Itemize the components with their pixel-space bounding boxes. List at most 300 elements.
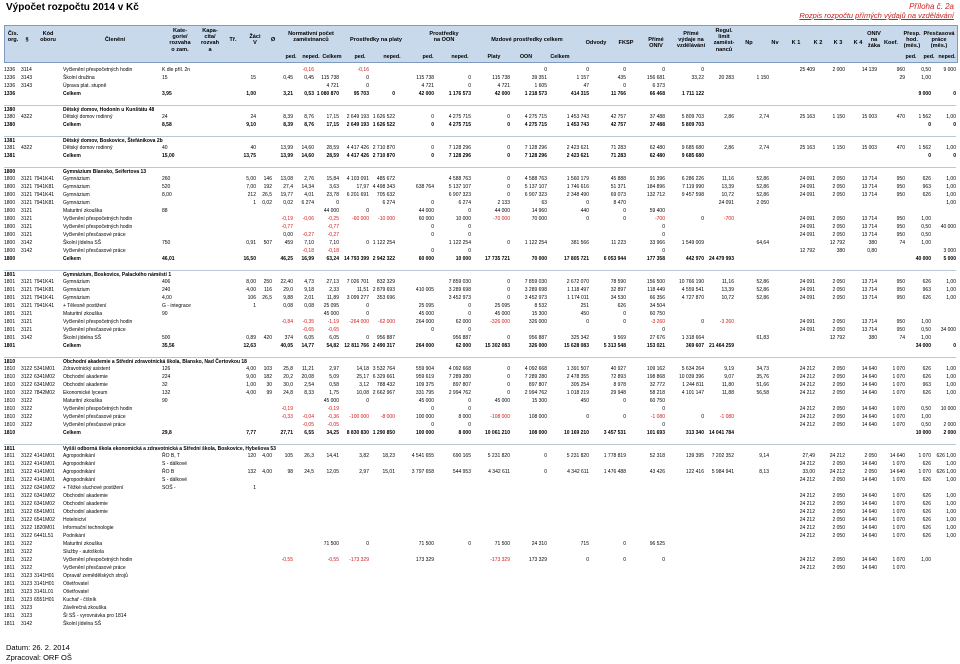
cell-value: 1 453 743 [566,122,589,128]
cell-value: 9,18 [304,287,314,293]
cell-value: -0,27 [302,232,314,238]
cell-name: Vyčlenění přesčasové práce [63,422,126,428]
cell-value: 2,86 [724,145,734,151]
cell-value: 33,22 [691,75,704,81]
cell-value: 4,00 [246,390,256,396]
cell-kat: 8,58 [162,122,172,128]
cell-value: 2 050 [832,525,845,531]
cell-name: Gymnázium [63,279,90,285]
cell-value: -0,77 [281,224,293,230]
cell-value: 2 050 [832,216,845,222]
cell-value: 5,00 [246,176,256,182]
cell-value: 9 000 [943,67,956,73]
table-row [4,421,956,429]
table-row [4,66,956,74]
cell-value: 2 133 [497,200,510,206]
cell-value: 1,00 [946,509,956,515]
cell-kat: G - integrace [162,303,191,309]
cell-value: 10 169 210 [563,430,589,436]
cell-par: 3122 [21,374,33,380]
cell-value: 14 640 [861,366,877,372]
cell-name: Služby - autoškola [63,549,104,555]
cell-value: 0 [431,422,434,428]
cell-value: 0 [586,414,589,420]
header-odvody: Odvody [585,40,607,46]
cell-value: 12 811 766 [344,343,369,349]
cell-value: 5 231 820 [566,453,589,459]
cell-org: 1811 [4,557,15,563]
cell-value: 1 318 664 [681,335,704,341]
cell-value: 0,58 [329,382,339,388]
cell-value: 173 329 [415,557,434,563]
cell-value: 9,88 [283,295,293,301]
cell-value: 5 809 703 [681,114,704,120]
cell-value: 10 000 [455,256,471,262]
cell-name: Školní jídelna SŠ [63,621,102,627]
cell-kod: 7842M02 [34,390,55,396]
cell-value: 44 000 [323,208,339,214]
cell-value: 0 [928,122,931,128]
cell-value: 2 050 [832,279,845,285]
cell-value: 103 [263,366,272,372]
cell-value: 7,10 [304,240,314,246]
cell-value: 0 [662,232,665,238]
cell-org: 1810 [4,366,16,372]
cell-value: 0 [366,311,369,317]
cell-value: 0 [623,83,626,89]
cell-value: 62 000 [455,319,471,325]
cell-value: 1 218 573 [524,91,547,97]
cell-value: 7 128 296 [448,153,471,159]
cell-value: 2 050 [832,295,845,301]
cell-value: 2 672 070 [566,279,589,285]
cell-value: 0 [507,366,510,372]
cell-value: 24 091 [799,295,815,301]
cell-org: 1810 [4,422,16,428]
cell-value: 1 070 [918,469,931,475]
cell-value: 1 157 [576,75,589,81]
cell-value: 51,66 [756,382,769,388]
cell-value: 30 [266,382,272,388]
cell-value: 6 373 [652,83,665,89]
table-row [4,239,956,247]
cell-par: 3122 [21,469,33,475]
cell-value: 0 [366,398,369,404]
cell-value: 2 000 [832,67,845,73]
header-fksp: FKSP [618,40,634,46]
cell-value: 132 712 [646,192,665,198]
cell-value: 71 500 [323,541,339,547]
cell-value: -0,35 [302,319,314,325]
cell-org: 1811 [4,501,15,507]
cell-value: 956 887 [452,335,471,341]
table-row [4,460,956,468]
cell-value: 3 532 764 [372,366,395,372]
header-prumer: Ø [270,37,276,43]
cell-value: 101 693 [646,430,665,436]
cell-value: 380 [868,240,877,246]
cell-value: 410 005 [415,287,434,293]
cell-value: 305 254 [570,382,589,388]
cell-value: 27,13 [326,279,339,285]
cell-value: 156 681 [646,75,665,81]
cell-value: 14 640 [861,390,877,396]
cell-org: 1811 [4,453,15,459]
cell-value: 963 [922,184,931,190]
cell-value: 64,64 [756,240,769,246]
table-row [4,326,956,334]
table-row [4,468,956,476]
cell-org: 1801 [4,327,16,333]
cell-value: 1,00 [946,382,956,388]
cell-value: 13,39 [721,184,734,190]
cell-name: Ekonomické lyceum [63,390,108,396]
cell-value: 14 793 399 [343,256,369,262]
cell-value: 4 588 763 [524,176,547,182]
cell-value: 959 619 [415,374,434,380]
cell-value: 626 [617,303,626,309]
cell-value: 6 286 226 [681,176,704,182]
cell-value: 3,12 [359,382,369,388]
cell-name: Ošetřovatel [63,589,89,595]
cell-value: 14 640 [861,414,877,420]
cell-org: 1810 [4,430,16,436]
cell-value: 96 525 [649,541,665,547]
cell-value: 2,74 [759,145,769,151]
cell-par: 3122 [21,461,33,467]
cell-kod: 7941K41 [34,279,55,285]
cell-value: 24 212 [799,533,815,539]
cell-kod: 5341M01 [34,366,55,372]
table-row [4,175,956,183]
cell-value: 4 101 147 [681,390,704,396]
subtitle-link[interactable]: Rozpis rozpočtu přímých výdajů na vzdělávání [799,11,954,20]
table-row [4,231,956,239]
cell-kat: 4,00 [162,295,172,301]
cell-par: 3114 [21,67,32,73]
cell-value: 34,25 [326,430,339,436]
cell-name: Vyčlenění přespočetných hodin [63,319,133,325]
cell-value: 4 541 655 [411,453,434,459]
cell-value: 626 [922,390,931,396]
cell-org: 1336 [4,83,16,89]
cell-value: 6,05 [329,335,339,341]
cell-par: 3121 [21,216,33,222]
cell-org: 1811 [4,461,15,467]
cell-value: 8 532 [534,303,547,309]
cell-value: 24 091 [799,216,815,222]
cell-org: 1801 [4,311,16,317]
cell-value: 1,00 [921,414,931,420]
cell-value: 25 409 [799,67,815,73]
cell-value: 24 212 [829,469,845,475]
cell-value: 177 358 [646,256,665,262]
header-np: Np [745,40,753,46]
cell-value: 2 423 621 [566,145,589,151]
cell-name: Agropodnikání [63,453,96,459]
table-row [4,183,956,191]
cell-value: 788 432 [376,382,395,388]
cell-value: -0,36 [327,414,339,420]
cell-value: 4 417 426 [346,153,369,159]
cell-value: 1,00 [946,493,956,499]
cell-value: 13 714 [861,232,877,238]
cell-value: 12 792 [829,240,845,246]
cell-value: 1 [253,485,256,491]
cell-kat: 520 [162,184,171,190]
table-row [4,121,956,129]
header-org: Čís. org. [7,31,19,44]
cell-value: 690 165 [452,453,471,459]
subheader-norm-neped: neped. [302,54,320,60]
cell-value: 45 000 [418,398,434,404]
cell-value: 0 [586,200,589,206]
cell-value: 544 953 [452,469,471,475]
cell-value: 1,00 [946,525,956,531]
cell-value: 71 283 [610,153,626,159]
cell-value: 13 714 [861,216,877,222]
cell-value: 3 452 973 [448,295,471,301]
header-tridy: Tř. [229,37,237,43]
cell-name: Maturitní zkouška [63,311,103,317]
cell-kat: 24 [162,114,168,120]
cell-value: 14 640 [861,406,877,412]
cell-value: 22,40 [280,279,293,285]
cell-value: 139 395 [685,453,704,459]
cell-name: Šl SŠ - vyrovnávka pro 1814 [63,613,127,619]
cell-value: 7 128 296 [524,145,547,151]
cell-value: 24,5 [304,469,314,475]
cell-value: 950 [896,192,905,198]
table-row [4,302,956,310]
cell-value: 5,09 [329,374,339,380]
cell-value: 12,05 [326,469,339,475]
cell-value: 1,00 [946,517,956,523]
cell-org: 1800 [4,240,16,246]
cell-value: 15 628 083 [563,343,589,349]
cell-value: 24 091 [799,232,815,238]
cell-name: + Tělesně postižení [63,303,107,309]
cell-value: 26,5 [262,192,272,198]
cell-value: 14 640 [861,374,877,380]
cell-value: 5 313 548 [603,343,626,349]
cell-value: 45 888 [610,176,626,182]
cell-value: 15 302 083 [484,343,510,349]
cell-value: 16,50 [243,256,256,262]
cell-value: 2 710 870 [372,145,395,151]
cell-value: 8,13 [759,469,769,475]
cell-value: 0 [468,248,471,254]
cell-value: 2,01 [304,295,314,301]
cell-value: 62 480 [649,153,665,159]
cell-value: 9 685 680 [681,153,704,159]
cell-name: Obchodní akademie [63,382,108,388]
cell-org: 1800 [4,192,16,198]
cell-name: Gymnázium [63,287,90,293]
cell-value: 24 212 [799,501,815,507]
cell-value: 37 488 [649,122,665,128]
cell-value: 626 [922,477,931,483]
cell-value: 115 738 [492,75,510,81]
table-row [4,223,956,231]
cell-value: 0 [468,75,471,81]
cell-org: 1380 [4,107,16,113]
cell-value: 1 018 219 [566,390,589,396]
cell-value: 1 [253,200,256,206]
cell-org: 1801 [4,335,16,341]
cell-kod: 1820M01 [34,525,55,531]
cell-kod: 4141M01 [34,469,55,475]
cell-value: 626 [922,295,931,301]
cell-value: 43 426 [649,469,665,475]
cell-name: Maturitní zkouška [63,208,103,214]
cell-value: 0 [586,319,589,325]
cell-value: 108 000 [528,414,547,420]
cell-value: 1 070 [892,374,905,380]
cell-value: 0 [507,335,510,341]
cell-value: 1,00 [246,382,256,388]
cell-kod: 6341M02 [34,493,55,499]
cell-value: 1,00 [946,533,956,539]
cell-value: 120 [247,453,256,459]
cell-value: 2 050 [832,461,845,467]
cell-value: 1 476 488 [603,469,626,475]
cell-value: 0 [623,541,626,547]
cell-value: 7 128 296 [448,145,471,151]
cell-par: 3142 [21,248,33,254]
cell-value: 0 [507,122,510,128]
cell-value: 0 [392,91,395,97]
cell-value: -1 080 [719,414,734,420]
cell-value: 1,00 [921,240,931,246]
cell-value: 13,39 [721,287,734,293]
cell-value: 251 [580,303,589,309]
cell-value: 2,97 [359,469,369,475]
cell-value: 5 634 264 [681,366,704,372]
cell-value: 626 [922,493,931,499]
table-row [4,310,956,318]
cell-value: 4 103 091 [346,176,369,182]
cell-value: 2 050 [864,453,877,459]
cell-org: 1811 [4,605,15,611]
cell-par: 3122 [21,501,33,507]
cell-value: 626 [922,192,931,198]
cell-value: 70 000 [531,216,547,222]
cell-value: 52,86 [756,176,769,182]
cell-par: 3121 [21,303,33,309]
cell-par: 3121 [21,319,33,325]
cell-value: 414 315 [570,91,589,97]
cell-name: Maturitní zkouška [63,398,103,404]
cell-org: 1381 [4,138,16,144]
cell-value: 9,07 [724,374,734,380]
cell-value: 13 714 [861,287,877,293]
cell-value: 1 122 254 [448,240,471,246]
cell-value: 0,02 [262,200,272,206]
cell-value: 24 091 [799,184,815,190]
cell-kod: 7941K41 [34,176,55,182]
cell-value: 8 978 [613,382,626,388]
cell-value: -700 [723,216,734,222]
cell-value: 1,00 [921,557,931,563]
cell-kod: 4141M01 [34,477,55,483]
cell-value: 2 478 355 [566,374,589,380]
cell-par: 3123 [21,589,33,595]
cell-org: 1810 [4,414,16,420]
cell-value: 0 [623,67,626,73]
cell-org: 1801 [4,295,16,301]
cell-kod: 6341M02 [34,501,55,507]
cell-value: 115 738 [321,75,339,81]
cell-value: 32 772 [649,382,665,388]
cell-org: 1811 [4,517,15,523]
cell-value: 45 000 [494,311,510,317]
cell-value: 10 039 396 [678,374,704,380]
header-regul-limit: Regul. limit zaměst- nanců [713,28,735,53]
cell-value: 34,73 [756,366,769,372]
cell-value: 8 000 [458,414,471,420]
cell-value: 106 [247,295,256,301]
cell-value: 99 [266,390,272,396]
cell-value: 13,75 [243,153,256,159]
cell-kod: 6341M02 [34,374,55,380]
table-header [4,25,958,63]
cell-value: 7,10 [329,240,339,246]
cell-value: 2 050 [832,533,845,539]
header-kategorie: Kate- gorie/ rozvaha o zam. [169,28,191,53]
cell-value: 2 050 [864,469,877,475]
cell-value: 626 [922,374,931,380]
cell-kod: 3141H01 [34,581,55,587]
cell-org: 1336 [4,67,16,73]
cell-value: 62 000 [455,343,471,349]
cell-org: 1811 [4,589,15,595]
cell-value: 2 050 [832,374,845,380]
cell-value: 1 070 [892,557,905,563]
cell-value: 14 139 [861,67,877,73]
cell-org: 1811 [4,597,15,603]
cell-par: 3121 [21,200,33,206]
cell-name: Celkem [63,122,81,128]
cell-value: 1,00 [246,91,256,97]
cell-value: 29 [899,75,905,81]
cell-value: 24 091 [799,327,815,333]
cell-name: Vyčlenění přespočetných hodin [63,406,133,412]
subheader-mzd-celkem: Celkem [550,54,570,60]
cell-value: 2,97 [329,366,339,372]
cell-value: 8,39 [283,122,293,128]
table-row [4,397,956,405]
table-row [4,381,956,389]
cell-value: 24 310 [531,541,547,547]
cell-value: 2 649 193 [346,114,369,120]
cell-value: 7,77 [246,430,256,436]
table-row [4,90,956,98]
cell-value: 66 356 [649,295,665,301]
cell-kat: 8,00 [162,192,172,198]
cell-value: 11,89 [326,295,339,301]
cell-value: 173 329 [528,557,547,563]
cell-value: 14 640 [861,525,877,531]
cell-value: 27,4 [283,184,293,190]
cell-value: 950 [896,224,905,230]
header-oon: Prostředky na OON [429,31,459,44]
cell-par: 4322 [21,145,33,151]
cell-value: 11,80 [721,382,734,388]
cell-value: 897 807 [452,382,471,388]
cell-value: 9 569 [613,335,626,341]
cell-par: 3122 [21,509,33,515]
